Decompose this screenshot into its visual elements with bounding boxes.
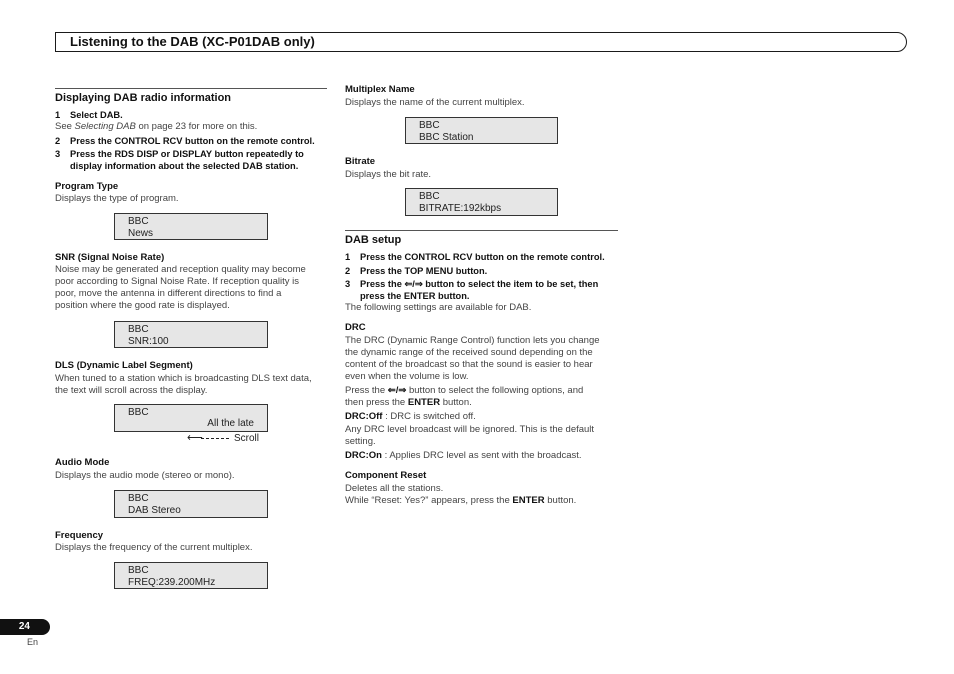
display-audio-mode [114, 490, 268, 518]
step-text: Press the CONTROL RCV button on the remote control. [70, 136, 315, 146]
dls-desc-line: When tuned to a station which is broadcasting DLS text data, [55, 373, 312, 384]
press2-post: button. [440, 397, 472, 408]
display-snr [114, 321, 268, 348]
dls-desc-line: the text will scroll across the display. [55, 385, 208, 396]
step3-pre: Press the [360, 279, 405, 289]
step-number: 3 [55, 149, 61, 159]
frequency-desc: Displays the frequency of the current multiplex. [55, 542, 253, 553]
drc-any-line: Any DRC level broadcast will be ignored. This is the default [345, 424, 595, 435]
press2-pre: then press the [345, 397, 408, 408]
display-line-1: BBC [128, 407, 149, 418]
step-number: 3 [345, 279, 351, 289]
step-text: Press the CONTROL RCV button on the remote control. [360, 252, 605, 262]
step-3 [55, 148, 345, 172]
step-text-line1 [360, 278, 598, 290]
snr-desc-line: Noise may be generated and reception quality may become [55, 264, 306, 275]
drc-heading: DRC [345, 322, 366, 333]
snr-desc [55, 264, 306, 312]
drc-press [345, 385, 583, 409]
drc-on [345, 450, 582, 462]
dls-desc [55, 373, 312, 397]
multiplex-heading: Multiplex Name [345, 84, 415, 95]
display-line-2: FREQ:239.200MHz [128, 577, 216, 588]
drc-off-label: DRC:Off [345, 411, 383, 422]
see-italic: Selecting DAB [74, 121, 136, 132]
snr-desc-line: poor according to Signal Noise Rate. If reception quality is [55, 276, 299, 287]
display-line-1: BBC [419, 191, 440, 202]
display-line-1: BBC [128, 493, 149, 504]
enter-label: ENTER [407, 397, 441, 408]
multiplex-desc: Displays the name of the current multiplex. [345, 97, 525, 108]
section-rule [345, 230, 618, 231]
drc-desc-line: The DRC (Dynamic Range Control) function lets you change [345, 335, 600, 346]
display-line-2: SNR:100 [128, 336, 169, 347]
scroll-indicator [187, 433, 267, 445]
audio-mode-heading: Audio Mode [55, 457, 110, 468]
step-text: Press the TOP MENU button. [360, 266, 488, 276]
drc-off-desc: : DRC is switched off. [382, 411, 476, 422]
display-line-2: BBC Station [419, 132, 474, 143]
see-post: on page 23 for more on this. [135, 121, 258, 132]
see-pre: See [55, 121, 75, 132]
drc-off [345, 411, 476, 423]
dls-heading: DLS (Dynamic Label Segment) [55, 360, 193, 371]
enter-label: ENTER [512, 495, 545, 506]
display-line-2-scrolling: All the late [207, 418, 254, 429]
drc-desc-line: content of the broadcast so that the sound is easier to hear [345, 359, 593, 370]
display-dls [114, 404, 268, 432]
step-text-line1: Press the RDS DISP or DISPLAY button repeatedly to [70, 149, 304, 159]
page-title: Listening to the DAB (XC-P01DAB only) [70, 34, 315, 49]
display-multiplex [405, 117, 558, 144]
drc-on-desc: : Applies DRC level as sent with the broadcast. [381, 450, 582, 461]
display-line-1: BBC [128, 565, 149, 576]
step-number: 2 [345, 266, 351, 276]
frequency-heading: Frequency [55, 530, 104, 541]
section-title-display-info: Displaying DAB radio information [55, 92, 232, 104]
drc-desc-line: even when the volume is low. [345, 371, 469, 382]
page-number: 24 [0, 619, 50, 635]
see-reference [55, 121, 257, 133]
bitrate-desc: Displays the bit rate. [345, 169, 432, 180]
drc-on-label: DRC:On [345, 450, 382, 461]
step3-post: button to select the item to be set, then [422, 279, 599, 289]
dashed-line [201, 438, 229, 439]
step-number: 1 [345, 252, 351, 262]
following-settings: The following settings are available for DAB. [345, 302, 532, 313]
setup-step-2 [345, 265, 635, 277]
snr-desc-line: position where the good rate is displayed. [55, 300, 230, 311]
setup-step-3 [345, 278, 635, 302]
step-number: 2 [55, 136, 61, 146]
step-1 [55, 109, 335, 121]
left-right-arrows-icon: ⇐/⇒ [404, 279, 423, 289]
reset-desc [345, 483, 576, 507]
drc-desc [345, 335, 600, 383]
drc-any [345, 424, 594, 448]
reset-desc-line: Deletes all the stations. [345, 483, 444, 494]
step-text-line2: display information about the selected DAB station. [70, 161, 299, 171]
step-2 [55, 135, 345, 147]
language-label: En [27, 637, 39, 647]
step-text: Select DAB. [70, 110, 123, 120]
display-program-type [114, 213, 268, 240]
display-frequency [114, 562, 268, 589]
display-line-1: BBC [128, 324, 149, 335]
section-rule [55, 88, 327, 89]
audio-mode-desc: Displays the audio mode (stereo or mono). [55, 470, 235, 481]
section-title-dab-setup: DAB setup [345, 234, 402, 246]
program-type-desc: Displays the type of program. [55, 193, 179, 204]
snr-heading: SNR (Signal Noise Rate) [55, 252, 165, 263]
press-pre: Press the [345, 385, 388, 396]
display-line-2: News [128, 228, 154, 239]
drc-any-line: setting. [345, 436, 376, 447]
display-line-1: BBC [128, 216, 149, 227]
scroll-label: Scroll [234, 433, 260, 444]
step-text-line2: press the ENTER button. [360, 291, 470, 301]
left-arrow-icon: ⟵ [187, 432, 203, 444]
step-number: 1 [55, 110, 61, 120]
display-line-2: DAB Stereo [128, 505, 181, 516]
display-line-1: BBC [419, 120, 440, 131]
left-right-arrows-icon: ⇐/⇒ [387, 385, 407, 396]
reset-post: button. [544, 495, 577, 506]
display-line-2: BITRATE:192kbps [419, 203, 502, 214]
snr-desc-line: poor, move the antenna in different directions to find a [55, 288, 282, 299]
reset-heading: Component Reset [345, 470, 427, 481]
program-type-heading: Program Type [55, 181, 119, 192]
reset-pre: While “Reset: Yes?” appears, press the [345, 495, 513, 506]
setup-step-1 [345, 251, 635, 263]
drc-desc-line: the dynamic range of the received sound depending on the [345, 347, 593, 358]
display-bitrate [405, 188, 558, 216]
bitrate-heading: Bitrate [345, 156, 376, 167]
press-post: button to select the following options, and [406, 385, 584, 396]
